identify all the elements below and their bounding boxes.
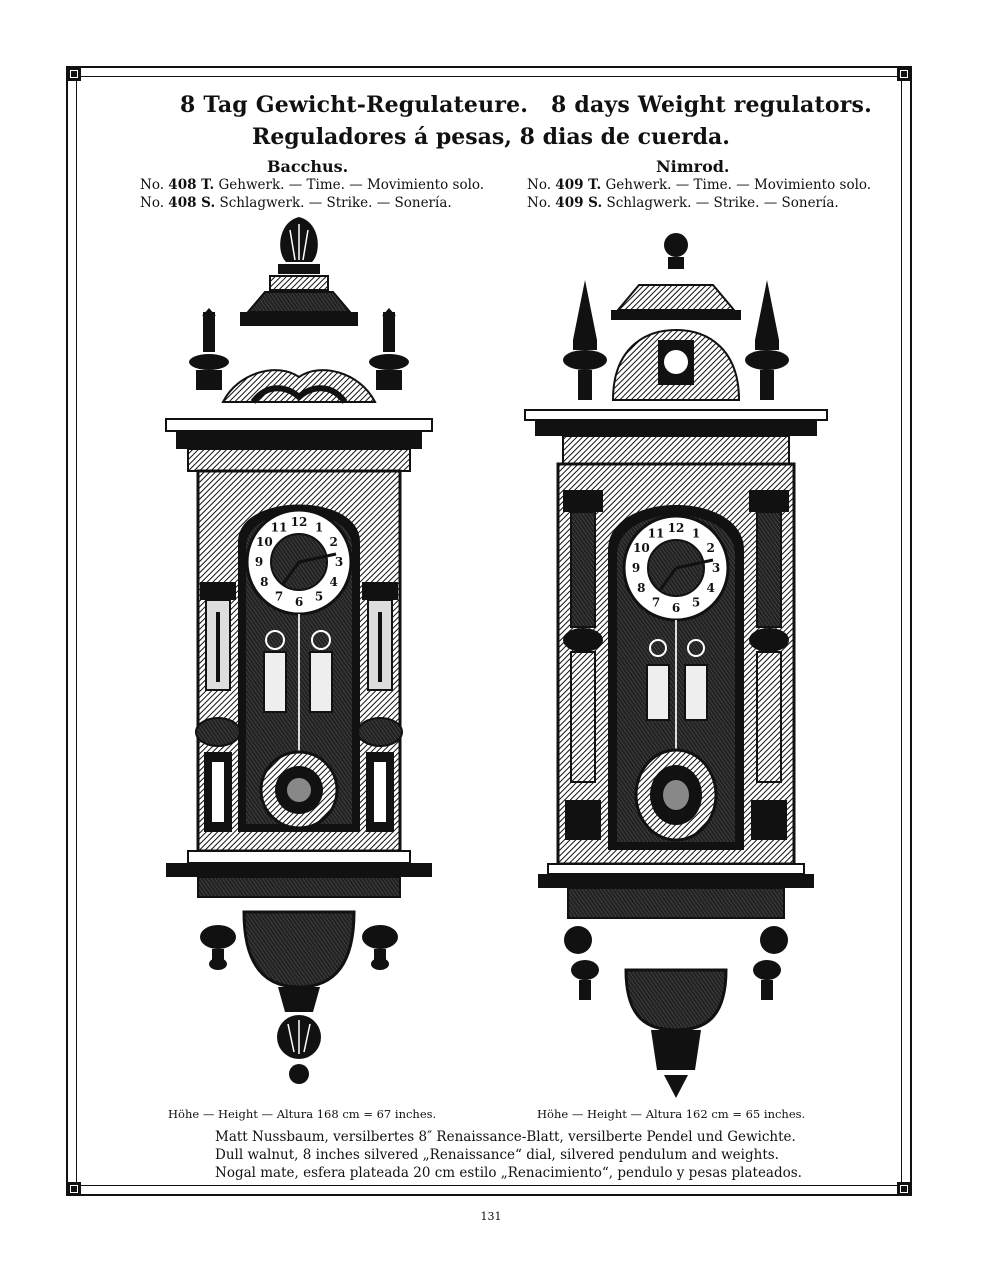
description-german: Matt Nussbaum, versilbertes 8″ Renaissance-Blatt, versilberte Pendel und Gewichte. bbox=[215, 1129, 796, 1145]
dial-numeral: 1 bbox=[691, 526, 701, 541]
page-number: 131 bbox=[480, 1210, 502, 1223]
dial-numeral: 6 bbox=[671, 601, 681, 615]
spec-line-408s: No. 408 S. Schlagwerk. — Strike. — Sonería. bbox=[140, 195, 452, 211]
dial-numeral: 5 bbox=[691, 595, 701, 610]
frame-corner-ornament bbox=[897, 1182, 911, 1196]
height-note-bacchus: Höhe — Height — Altura 168 cm = 67 inches. bbox=[168, 1107, 437, 1121]
model-name-nimrod: Nimrod. bbox=[656, 157, 730, 176]
dial-numeral: 3 bbox=[334, 555, 344, 569]
dial-numeral: 7 bbox=[651, 595, 661, 610]
dial-numeral: 12 bbox=[290, 515, 308, 529]
dial-numeral: 12 bbox=[667, 521, 685, 535]
dial-numeral: 2 bbox=[706, 541, 715, 555]
spec-line-409t: No. 409 T. Gehwerk. — Time. — Movimiento solo. bbox=[527, 177, 872, 193]
dial-numeral: 5 bbox=[314, 589, 324, 604]
dial-numeral: 7 bbox=[274, 589, 284, 604]
title-english: 8 days Weight regulators. bbox=[551, 92, 872, 118]
model-name-bacchus: Bacchus. bbox=[267, 157, 349, 176]
dial-numeral: 8 bbox=[637, 581, 646, 595]
dial-numeral: 4 bbox=[706, 581, 715, 595]
bacchus-clock-illustration bbox=[158, 212, 440, 1087]
frame-corner-ornament bbox=[897, 67, 911, 81]
dial-numeral: 2 bbox=[329, 535, 338, 549]
dial-numeral: 10 bbox=[256, 535, 273, 549]
dial-numeral: 1 bbox=[314, 520, 324, 535]
dial-numeral: 9 bbox=[254, 555, 264, 569]
nimrod-clock-illustration bbox=[523, 230, 829, 1100]
spec-line-409s: No. 409 S. Schlagwerk. — Strike. — Sonería. bbox=[527, 195, 839, 211]
dial-numeral: 10 bbox=[633, 541, 650, 555]
frame-corner-ornament bbox=[67, 67, 81, 81]
description-english: Dull walnut, 8 inches silvered „Renaissance“ dial, silvered pendulum and weights. bbox=[215, 1147, 779, 1163]
dial-numeral: 8 bbox=[260, 575, 269, 589]
frame-corner-ornament bbox=[67, 1182, 81, 1196]
dial-numeral: 4 bbox=[329, 575, 338, 589]
title-spanish: Reguladores á pesas, 8 dias de cuerda. bbox=[252, 124, 730, 150]
dial-numeral: 6 bbox=[294, 595, 304, 609]
description-spanish: Nogal mate, esfera plateada 20 cm estilo „Renacimiento“, pendulo y pesas plateados. bbox=[215, 1165, 802, 1181]
dial-numeral: 3 bbox=[711, 561, 721, 575]
dial-numeral: 9 bbox=[631, 561, 641, 575]
spec-line-408t: No. 408 T. Gehwerk. — Time. — Movimiento solo. bbox=[140, 177, 485, 193]
title-german: 8 Tag Gewicht-Regulateure. bbox=[180, 92, 529, 118]
dial-numeral: 11 bbox=[270, 520, 288, 535]
dial-numeral: 11 bbox=[647, 526, 665, 541]
height-note-nimrod: Höhe — Height — Altura 162 cm = 65 inches. bbox=[537, 1107, 806, 1121]
